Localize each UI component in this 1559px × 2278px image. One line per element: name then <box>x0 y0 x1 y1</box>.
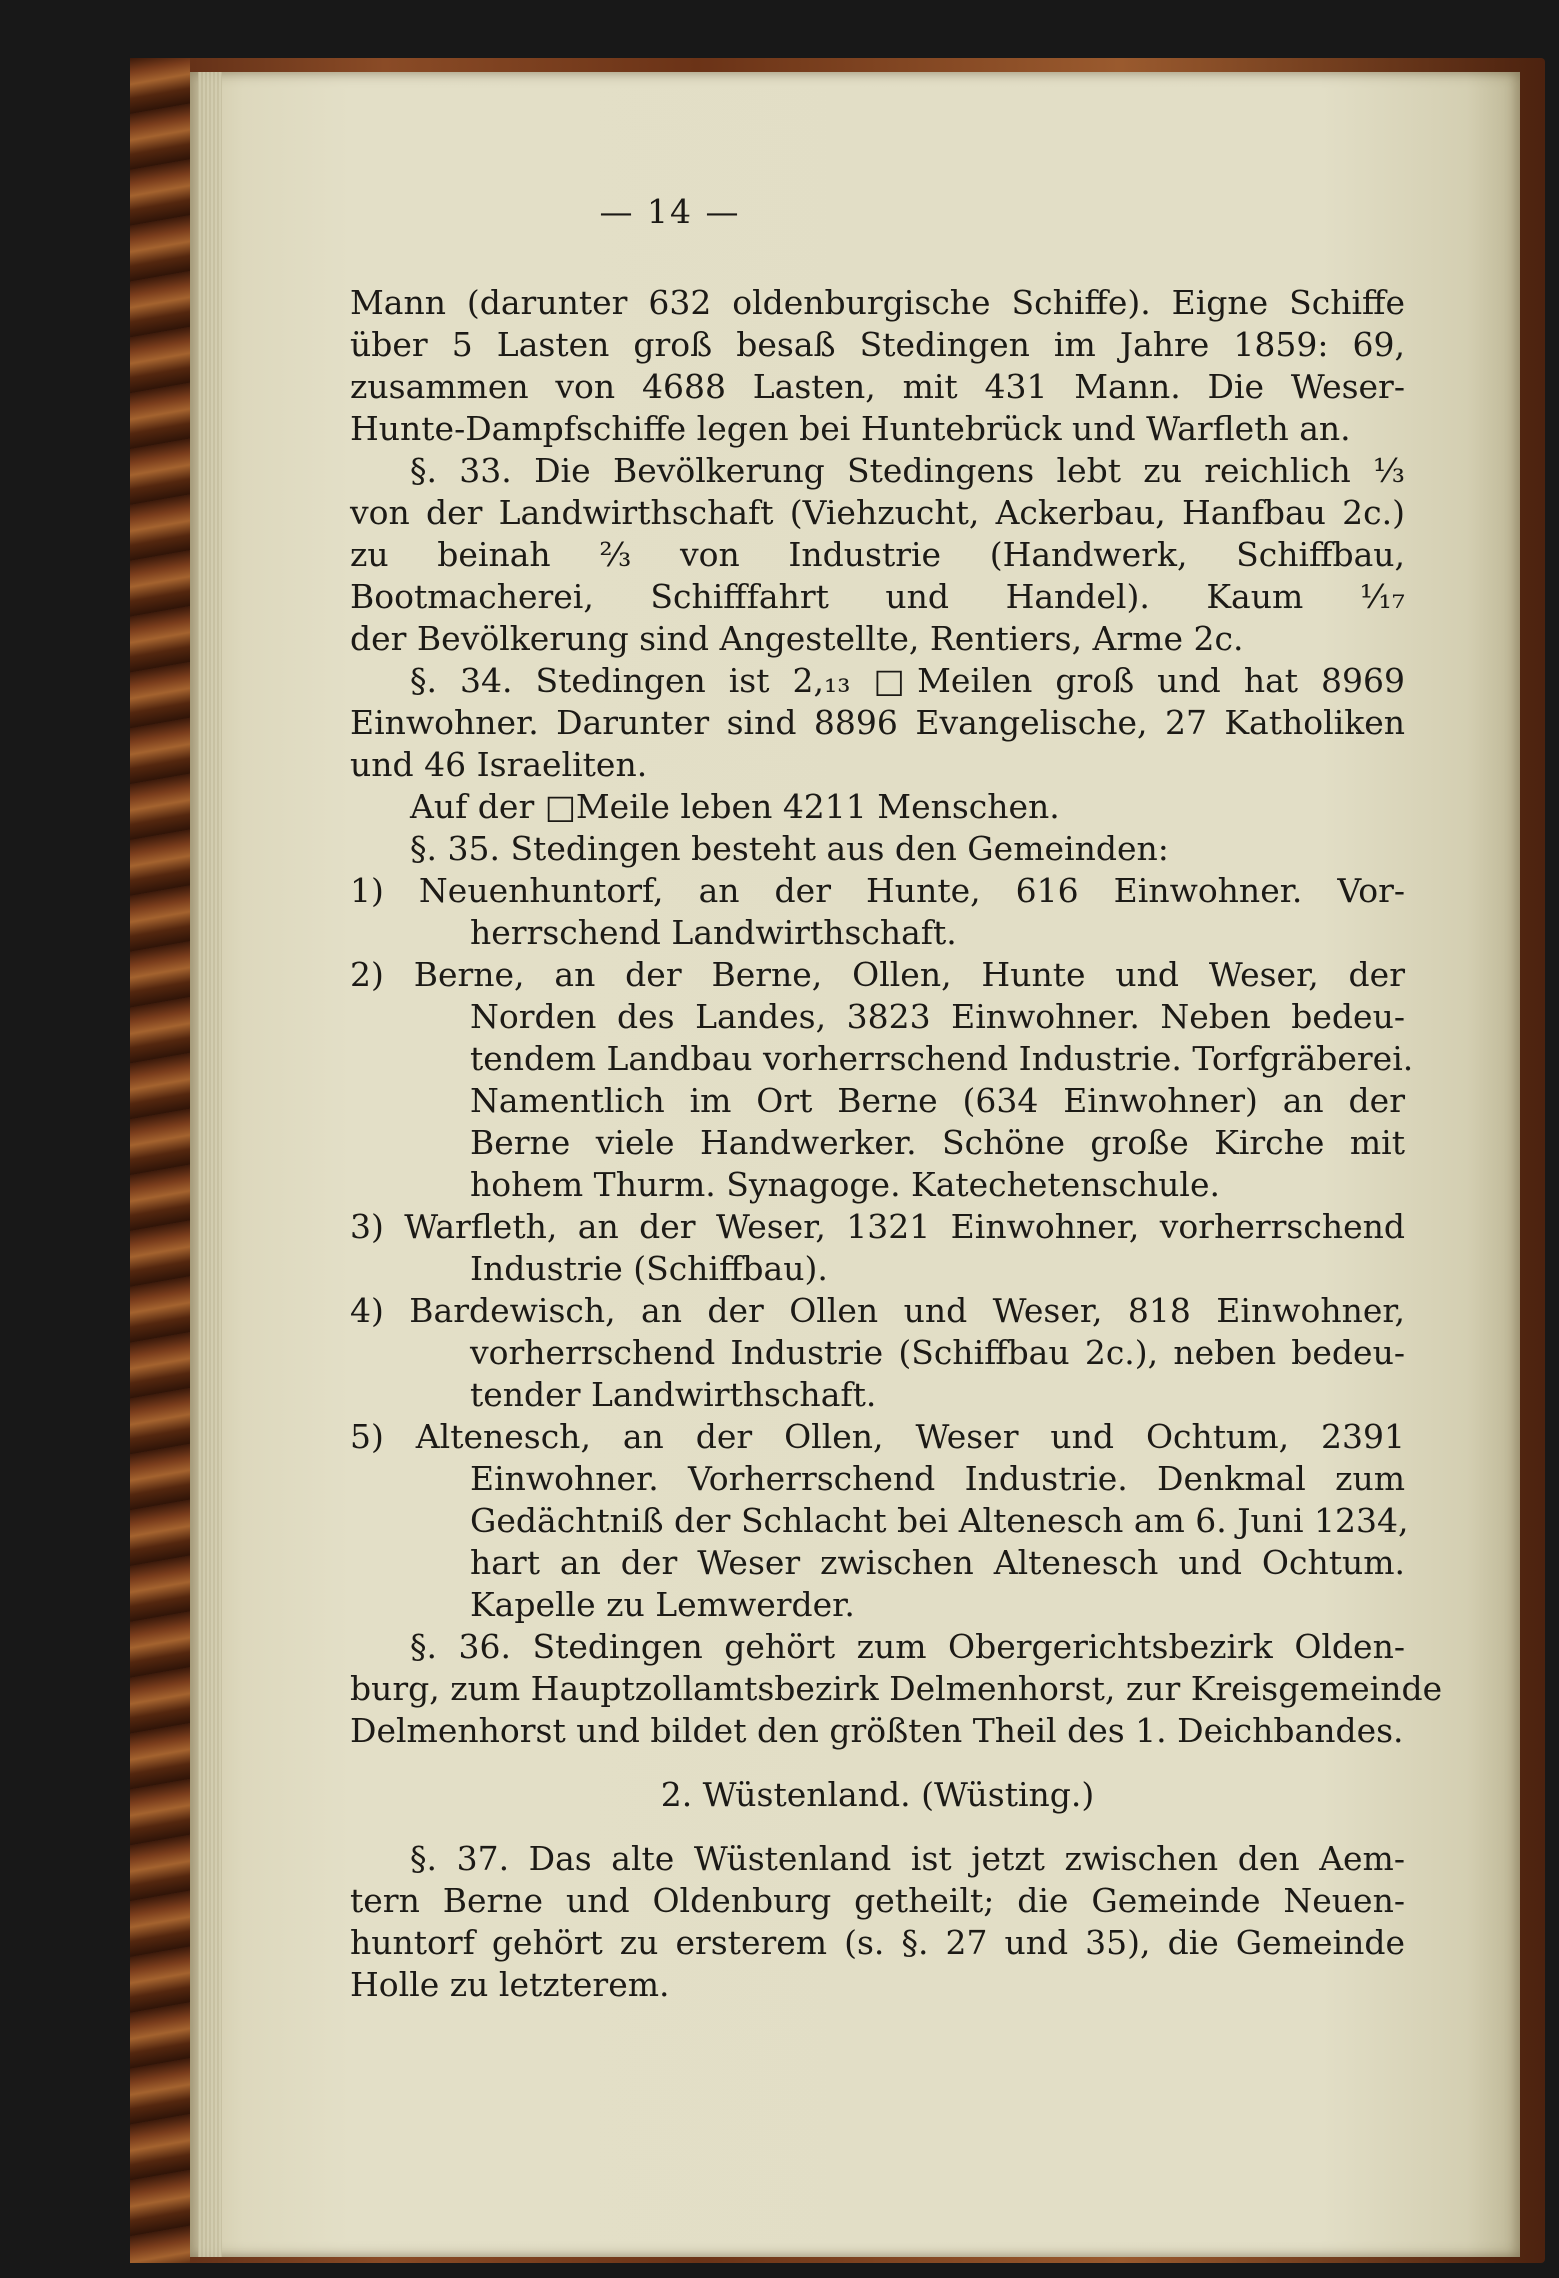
section-34-start: §. 34. Stedingen ist 2,₁₃ □Meilen groß und hat 8969 <box>410 661 1405 700</box>
subsection-heading: 2. Wüstenland. (Wüsting.) <box>660 1775 1095 1814</box>
text-line: und 46 Israeliten. <box>350 745 648 784</box>
text-line: Delmenhorst und bildet den größten Theil des 1. Deichbandes. <box>350 1711 1404 1750</box>
list-item: 4) Bardewisch, an der Ollen und Weser, 818 Einwohner, <box>350 1291 1405 1330</box>
section-33-start: §. 33. Die Bevölkerung Stedingens lebt zu reichlich ⅓ <box>410 451 1405 490</box>
list-item-continuation: herrschend Landwirthschaft. <box>470 913 957 952</box>
list-item: 1) Neuenhuntorf, an der Hunte, 616 Einwohner. Vor- <box>350 871 1405 910</box>
page-number-header: — 14 — <box>599 192 741 231</box>
list-item-continuation: Einwohner. Vorherrschend Industrie. Denkmal zum <box>470 1459 1405 1498</box>
text-line: zusammen von 4688 Lasten, mit 431 Mann. Die Weser- <box>350 367 1405 406</box>
list-item-continuation: tender Landwirthschaft. <box>470 1375 877 1414</box>
text-line: über 5 Lasten groß besaß Stedingen im Jahre 1859: 69, <box>350 325 1405 364</box>
list-item-continuation: Kapelle zu Lemwerder. <box>470 1585 855 1624</box>
list-item-continuation: Norden des Landes, 3823 Einwohner. Neben bedeu- <box>470 997 1405 1036</box>
list-item-continuation: Industrie (Schiffbau). <box>470 1249 828 1288</box>
text-line: Mann (darunter 632 oldenburgische Schiffe). Eigne Schiffe <box>350 283 1405 322</box>
text-line: zu beinah ⅔ von Industrie (Handwerk, Schiffbau, <box>350 535 1405 574</box>
text-line: burg, zum Hauptzollamtsbezirk Delmenhorst, zur Kreisgemeinde <box>350 1669 1443 1708</box>
list-item-continuation: Berne viele Handwerker. Schöne große Kirche mit <box>470 1123 1405 1162</box>
page-edges <box>198 72 222 2257</box>
section-36-start: §. 36. Stedingen gehört zum Obergerichtsbezirk Olden- <box>410 1627 1405 1666</box>
text-line: Hunte-Dampfschiffe legen bei Huntebrück und Warfleth an. <box>350 409 1351 448</box>
list-item-continuation: tendem Landbau vorherrschend Industrie. Torfgräberei. <box>470 1039 1414 1078</box>
text-line: tern Berne und Oldenburg getheilt; die Gemeinde Neuen- <box>350 1881 1405 1920</box>
list-item: 5) Altenesch, an der Ollen, Weser und Ochtum, 2391 <box>350 1417 1405 1456</box>
text-line: von der Landwirthschaft (Viehzucht, Ackerbau, Hanfbau 2c.) <box>350 493 1405 532</box>
list-item-continuation: Gedächtniß der Schlacht bei Altenesch am 6. Juni 1234, <box>470 1501 1409 1540</box>
list-item-continuation: hohem Thurm. Synagoge. Katechetenschule. <box>470 1165 1220 1204</box>
text-line: der Bevölkerung sind Angestellte, Rentiers, Arme 2c. <box>350 619 1244 658</box>
list-item: 2) Berne, an der Berne, Ollen, Hunte und Weser, der <box>350 955 1405 994</box>
marbled-spine <box>130 58 190 2263</box>
text-line: Holle zu letzterem. <box>350 1965 670 2004</box>
list-item-continuation: Namentlich im Ort Berne (634 Einwohner) an der <box>470 1081 1405 1120</box>
text-line: Bootmacherei, Schifffahrt und Handel). Kaum ¹⁄₁₇ <box>350 577 1405 616</box>
list-item-continuation: hart an der Weser zwischen Altenesch und Ochtum. <box>470 1543 1405 1582</box>
text-line: Einwohner. Darunter sind 8896 Evangelische, 27 Katholiken <box>350 703 1405 742</box>
list-item-continuation: vorherrschend Industrie (Schiffbau 2c.), neben bedeu- <box>470 1333 1405 1372</box>
text-line: Auf der □Meile leben 4211 Menschen. <box>410 787 1060 826</box>
section-37-start: §. 37. Das alte Wüstenland ist jetzt zwischen den Aem- <box>410 1839 1405 1878</box>
list-item: 3) Warfleth, an der Weser, 1321 Einwohner, vorherrschend <box>350 1207 1405 1246</box>
section-35-start: §. 35. Stedingen besteht aus den Gemeinden: <box>410 829 1169 868</box>
text-line: huntorf gehört zu ersterem (s. §. 27 und 35), die Gemeinde <box>350 1923 1405 1962</box>
